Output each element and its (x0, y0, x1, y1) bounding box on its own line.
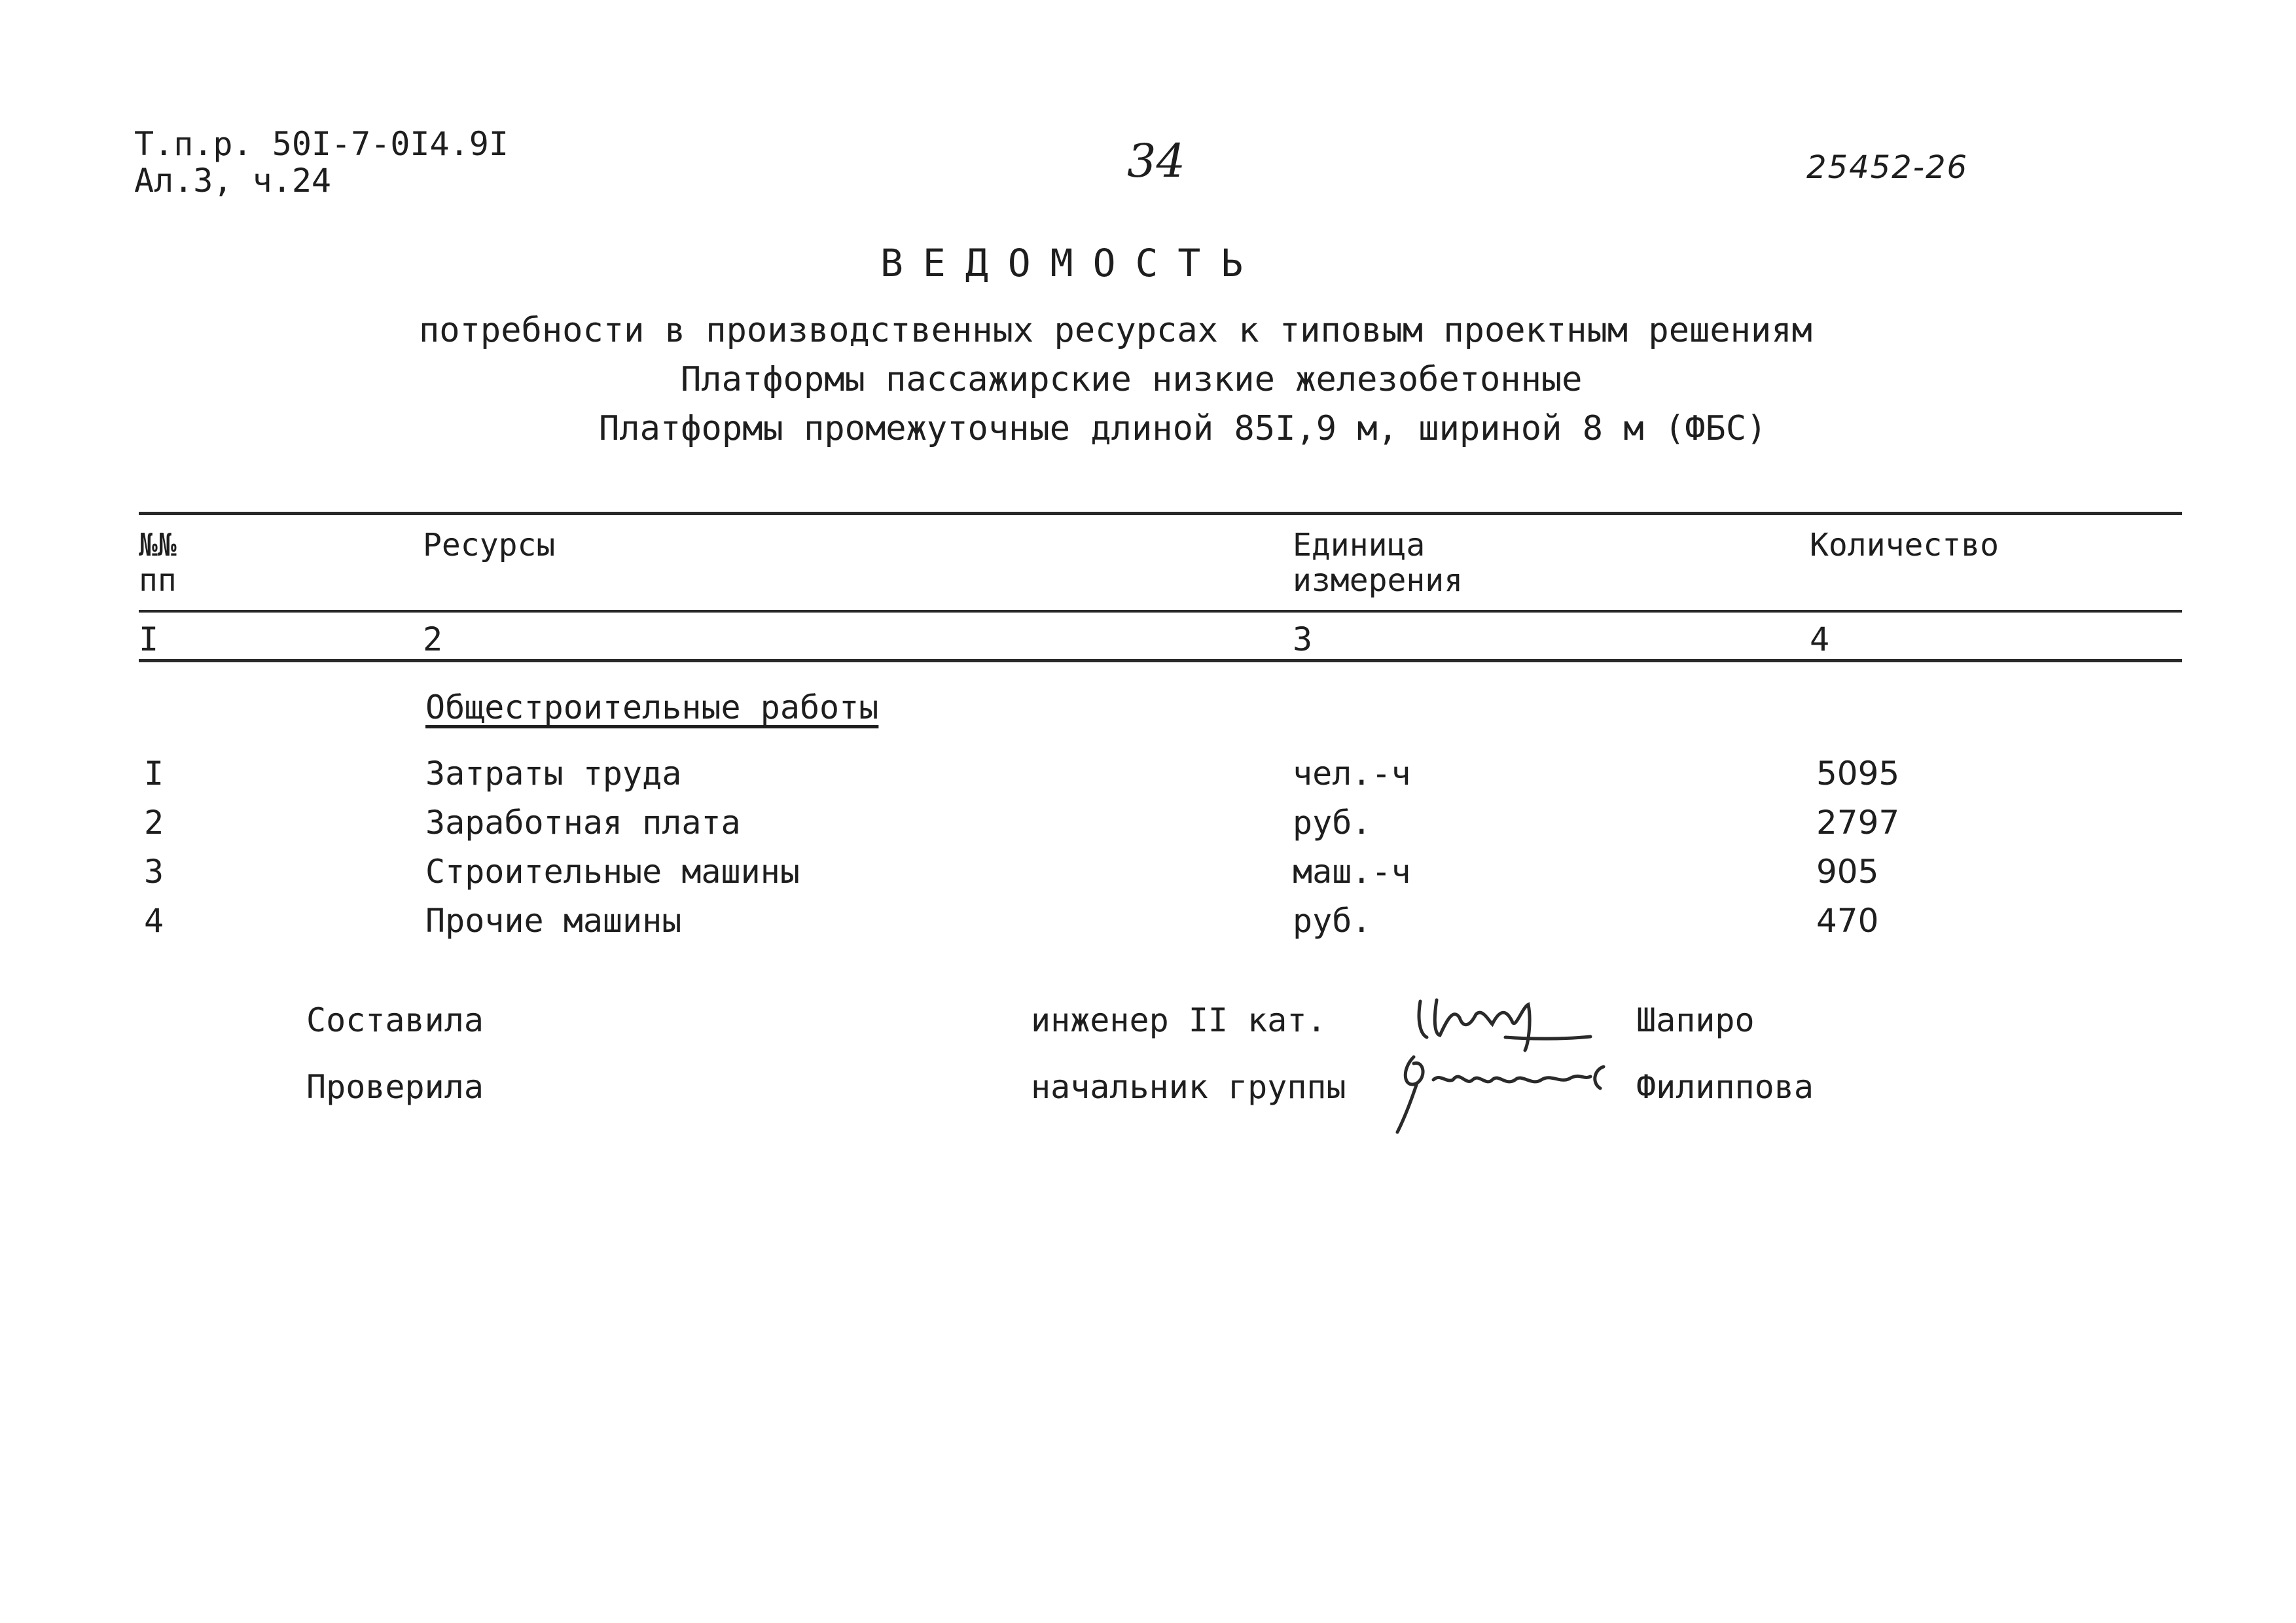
row-3-quantity: 905 (1816, 853, 1879, 891)
document-code-line2: Ал.3, ч.24 (134, 162, 332, 200)
row-2-resource: Заработная плата (425, 804, 741, 842)
row-1-resource: Затраты труда (425, 755, 682, 793)
table-top-rule (139, 512, 2182, 515)
document-title: ВЕДОМОСТЬ (880, 241, 1263, 285)
header-number-line2: пп (139, 562, 177, 599)
column-number-2: 2 (423, 620, 443, 658)
column-number-3: 3 (1293, 620, 1313, 658)
row-4-number: 4 (144, 902, 164, 940)
compiled-by-name: Шапиро (1636, 1001, 1755, 1039)
checked-by-label: Проверила (306, 1068, 484, 1106)
row-2-unit: руб. (1293, 804, 1372, 842)
row-3-number: 3 (144, 853, 164, 891)
row-1-number: I (144, 755, 164, 793)
checked-by-position: начальник группы (1031, 1068, 1346, 1106)
checked-by-name: Филиппова (1636, 1068, 1814, 1106)
table-numbers-rule (139, 659, 2182, 662)
document-code (134, 126, 509, 199)
header-unit (1293, 527, 1463, 598)
compiled-by-position: инженер II кат. (1031, 1001, 1327, 1039)
row-1-quantity: 5095 (1816, 755, 1900, 793)
subtitle-line-2: Платформы пассажирские низкие железобетонные (681, 360, 1583, 399)
header-number (139, 527, 177, 598)
section-title: Общестроительные работы (425, 688, 879, 726)
signature-filippova (1388, 1044, 1636, 1135)
row-4-quantity: 470 (1816, 902, 1879, 940)
page-number: 34 (1127, 134, 1186, 188)
row-3-unit: маш.-ч (1293, 853, 1411, 891)
compiled-by-label: Составила (306, 1001, 484, 1039)
header-unit-line2: измерения (1293, 562, 1463, 599)
row-3-resource: Строительные машины (425, 853, 800, 891)
header-quantity: Количество (1810, 527, 1999, 563)
table-header-rule (139, 610, 2182, 613)
row-1-unit: чел.-ч (1293, 755, 1411, 793)
header-number-line1: №№ (139, 527, 177, 563)
header-unit-line1: Единица (1293, 527, 1426, 563)
archive-number: 25452-26 (1806, 149, 1969, 186)
row-4-resource: Прочие машины (425, 902, 682, 940)
header-resources: Ресурсы (423, 527, 556, 563)
subtitle-line-3: Платформы промежуточные длиной 85I,9 м, шириной 8 м (ФБС) (599, 409, 1767, 448)
column-number-1: I (139, 620, 159, 658)
signature-shapiro (1407, 982, 1597, 1054)
document-code-line1: Т.п.р. 50I-7-0I4.9I (134, 125, 509, 163)
column-number-4: 4 (1810, 620, 1830, 658)
row-4-unit: руб. (1293, 902, 1372, 940)
row-2-number: 2 (144, 804, 164, 842)
subtitle-line-1: потребности в производственных ресурсах к типовым проектным решениям (419, 311, 1812, 350)
row-2-quantity: 2797 (1816, 804, 1900, 842)
